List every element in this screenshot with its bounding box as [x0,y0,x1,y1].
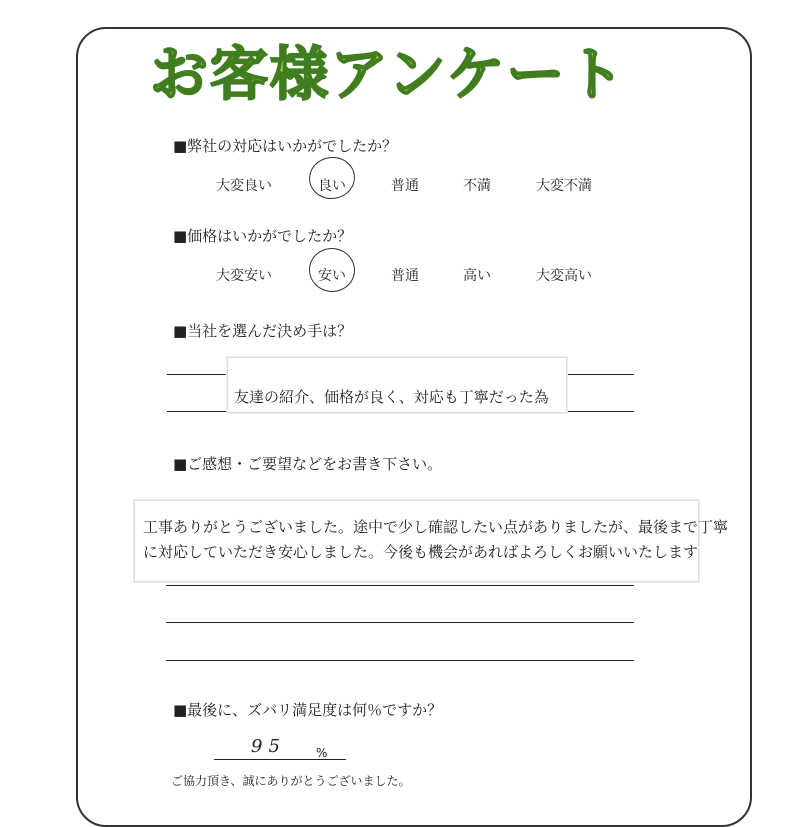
comment-line-2: に対応していただき安心しました。今後も機会があればよろしくお願いいたします [143,543,699,561]
option-dissatisfied: 不満 [463,178,491,194]
satisfaction-value: 95 [251,736,286,757]
option-very-expensive: 大変高い [536,268,592,284]
satisfaction-unit: % [316,746,328,760]
question-comments: ■ご感想・ご要望などをお書き下さい。 [173,455,443,473]
option-good: 良い [318,178,346,194]
option-normal: 普通 [391,268,419,284]
option-very-good: 大変良い [216,178,272,194]
question-reason: ■当社を選んだ決め手は？ [173,322,353,340]
option-normal: 普通 [391,178,419,194]
option-expensive: 高い [463,268,491,284]
reason-answer-box [227,357,567,413]
option-very-dissatisfied: 大変不満 [536,178,592,194]
question-satisfaction: ■最後に、ズバリ満足度は何％ですか？ [173,701,443,719]
thanks-note: ご協力頂き、誠にありがとうございました。 [171,774,411,788]
option-cheap: 安い [318,268,346,284]
answer-line [166,622,634,623]
answer-line [166,660,634,661]
answer-line [566,374,634,375]
answer-line [214,759,346,760]
comment-answer-box [134,500,729,582]
answer-line [167,411,229,412]
answer-line [167,374,229,375]
option-very-cheap: 大変安い [216,268,272,284]
question-service: ■弊社の対応はいかがでしたか？ [173,137,398,155]
question-price: ■価格はいかがでしたか？ [173,227,353,245]
answer-line [566,411,634,412]
answer-line [166,585,634,586]
form-title: お客様アンケート [150,40,627,108]
reason-answer: 友達の紹介、価格が良く、対応も丁寧だった為 [234,388,549,406]
comment-line-1: 工事ありがとうございました。途中で少し確認したい点がありましたが、最後まで丁寧 [143,518,729,536]
